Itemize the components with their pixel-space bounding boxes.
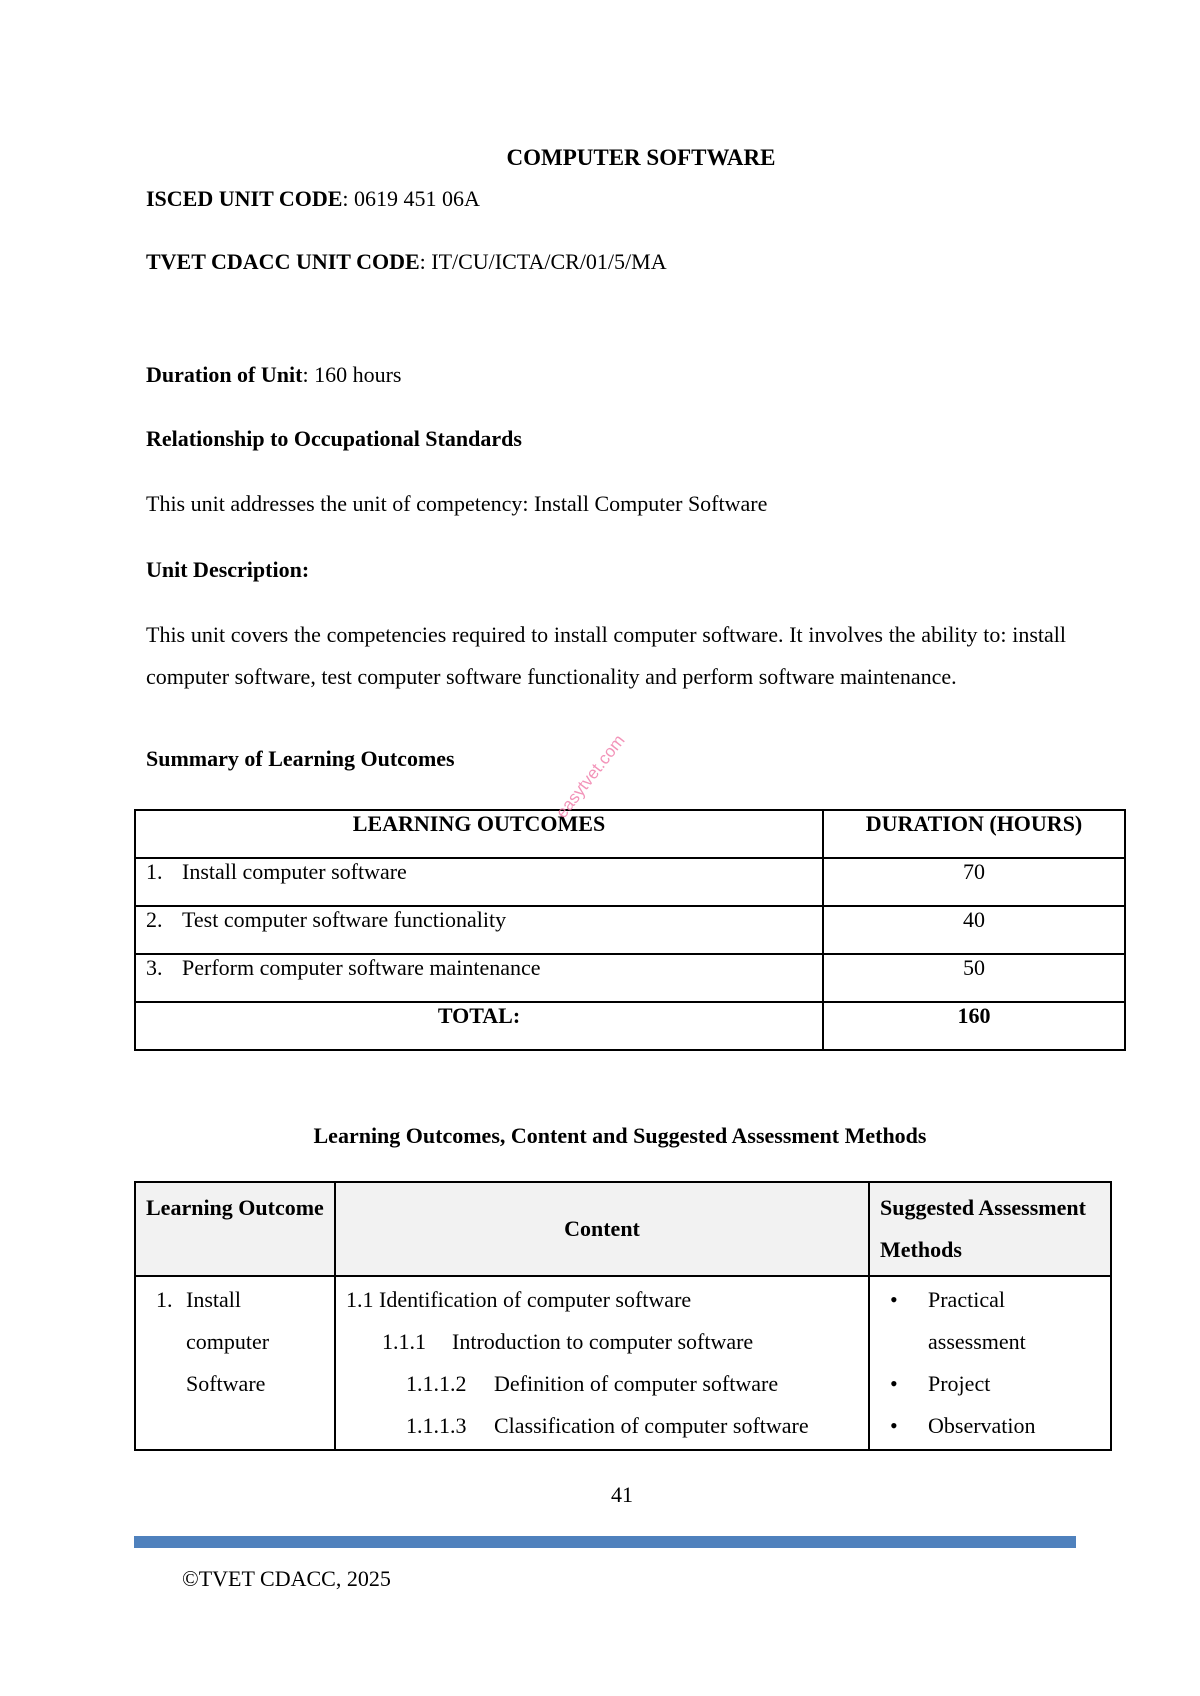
summary-table-header [135, 810, 1125, 858]
assessment-methods-cell [869, 1276, 1111, 1450]
outcome-text: Perform computer software maintenance [182, 955, 541, 980]
header-learning-outcomes: LEARNING OUTCOMES [135, 810, 823, 858]
content-text: Classification of computer software [494, 1413, 809, 1438]
method-text: Project [928, 1371, 991, 1396]
bullet-icon: • [890, 1287, 898, 1312]
content-text: Definition of computer software [494, 1371, 779, 1396]
hours-cell: 70 [823, 858, 1125, 906]
relationship-text: This unit addresses the unit of competency: Install Computer Software [146, 491, 768, 516]
learning-outcome-number: 1. [156, 1287, 173, 1312]
content-key: 1.1.1.3 [406, 1413, 467, 1438]
summary-heading: Summary of Learning Outcomes [146, 746, 455, 771]
content-item [346, 1279, 858, 1321]
bullet-icon: • [890, 1413, 898, 1438]
outcome-number: 3. [146, 955, 163, 980]
total-label: TOTAL: [135, 1002, 823, 1050]
outcome-text: Install computer software [182, 859, 407, 884]
list-item [880, 1279, 1100, 1363]
method-text: Observation [928, 1413, 1036, 1438]
outcome-number: 2. [146, 907, 163, 932]
content-table-header [135, 1182, 1111, 1276]
learning-outcome-text: Install computer Software [186, 1287, 270, 1396]
isced-code-value: : 0619 451 06A [342, 186, 480, 211]
total-value: 160 [823, 1002, 1125, 1050]
content-item [346, 1363, 858, 1405]
content-text: Introduction to computer software [452, 1329, 754, 1354]
isced-code-line [146, 186, 480, 212]
method-text: Practical assessment [928, 1287, 1026, 1354]
content-table [134, 1181, 1112, 1451]
content-key: 1.1.1 [382, 1329, 426, 1354]
table-row [135, 906, 1125, 954]
header-content: Content [335, 1182, 869, 1276]
isced-code-label: ISCED UNIT CODE [146, 186, 343, 211]
header-learning-outcome: Learning Outcome [135, 1182, 335, 1276]
content-key: 1.1 [346, 1287, 374, 1312]
table-row [135, 1276, 1111, 1450]
list-item [880, 1405, 1100, 1447]
relationship-heading: Relationship to Occupational Standards [146, 426, 522, 451]
duration-line [146, 362, 401, 388]
content-text: Identification of computer software [379, 1287, 692, 1312]
tvet-code-line [146, 249, 667, 275]
list-item [880, 1363, 1100, 1405]
content-item [346, 1405, 858, 1447]
duration-label: Duration of Unit [146, 362, 303, 387]
tvet-code-label: TVET CDACC UNIT CODE [146, 249, 420, 274]
footer-copyright: ©TVET CDACC, 2025 [182, 1566, 391, 1591]
learning-outcome-cell [135, 1276, 335, 1450]
description-text: This unit covers the competencies required to install computer software. It involves the ability to: install computer software, test computer software functionality and perform software maintenance. [146, 622, 1066, 689]
document-title: COMPUTER SOFTWARE [506, 145, 776, 170]
outcome-text: Test computer software functionality [182, 907, 507, 932]
learning-outcome-item [146, 1279, 324, 1405]
content-cell [335, 1276, 869, 1450]
page-number: 41 [611, 1482, 633, 1507]
outcome-cell [135, 906, 823, 954]
content-key: 1.1.1.2 [406, 1371, 467, 1396]
content-heading: Learning Outcomes, Content and Suggested Assessment Methods [313, 1123, 927, 1148]
description-heading: Unit Description: [146, 557, 310, 582]
hours-cell: 40 [823, 906, 1125, 954]
total-row [135, 1002, 1125, 1050]
outcome-number: 1. [146, 859, 163, 884]
table-row [135, 954, 1125, 1002]
header-assessment-methods: Suggested Assessment Methods [869, 1182, 1111, 1276]
bullet-icon: • [890, 1371, 898, 1396]
watermark: easytvet.com [552, 731, 629, 822]
table-row [135, 858, 1125, 906]
summary-table [134, 809, 1126, 1051]
footer-divider [134, 1536, 1076, 1548]
outcome-cell [135, 954, 823, 1002]
duration-value: : 160 hours [302, 362, 402, 387]
outcome-cell [135, 858, 823, 906]
header-duration: DURATION (HOURS) [823, 810, 1125, 858]
content-item [346, 1321, 858, 1363]
tvet-code-value: : IT/CU/ICTA/CR/01/5/MA [419, 249, 667, 274]
hours-cell: 50 [823, 954, 1125, 1002]
